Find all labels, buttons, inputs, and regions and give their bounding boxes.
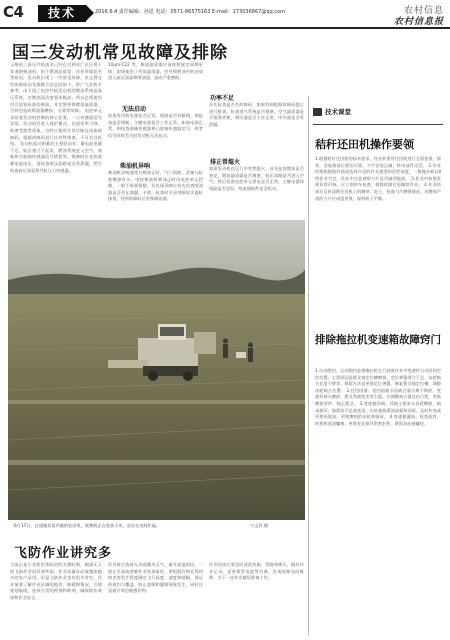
sidebar-body-1: 1.根据秸秆还田机的技术要求，作业前要对还田机进行全面检查、保养，各连接部位紧固可靠，刀片安装正确，转动部件灵活。 2.作业时要根据秸秆情况选择合适的作业速度和留茬高度，一般拖拉机以Ⅱ档作业为宜，作业中注意观察刀片是否碰到地面。 3.作业中如果发现异常声响，应立即停车检查，排除故障后再继续作业。 4.作业结束后及时清理还田机上的缠草、泥土，检查刀片磨损情况，对磨损严重的刀片应成组更换，保持转子平衡。 bbox=[315, 156, 441, 201]
subhead-no-start: 无法启动 bbox=[122, 106, 147, 113]
photo-caption: 6月17日，在建湖县某乡镇的农田里，收割机正在收获小麦，农民在田间忙碌。 bbox=[14, 523, 161, 528]
photo-credit: 宁文武 摄 bbox=[250, 523, 269, 528]
subhead-noise: 柴油机异响 bbox=[120, 163, 151, 170]
sidebar-body-2: 1.自动脱挡。自动脱挡是指拖拉机在行驶或作业中变速杆自动回到空挡位置。主要原因是拨叉轴定位槽磨损、定位弹簧弹力不足、齿轮啮合长度不够等。排除方法是更换定位弹簧、修复拨叉轴定位槽，调整齿轮啮合位置。 2.挂挡困难。挂挡困难多因离合器分离不彻底、变速杆球头磨损、拨叉弯曲变形等引起。应调整离合器自由行程，更换磨损零件，校正拨叉。 3.变速箱异响。异响主要来自齿轮磨损、轴承损坏、润滑油不足或变质。应检查润滑油油量和油质，及时补充或更换齿轮油，更换磨损的齿轮和轴承。 4.变速箱漏油。检查油封、纸垫和放油螺塞，更换老化损坏的密封件，紧固各连接螺栓。 bbox=[315, 368, 441, 426]
main-article-col2c: 柴油机异响通常与喷油正时、气门间隙、活塞与缸套磨损有关。电控柴油机喷油正时由电控单元控制，一般不需要调整，若出现异响应首先检查喷油器是否存在滴漏、卡滞。检查时可采用断缸法逐缸排查，找到故障缸后更换喷油器。 bbox=[108, 170, 203, 202]
bottom-article-title: 飞防作业讲究多 bbox=[14, 546, 113, 561]
sidebar-headline-1: 秸秆还田机操作要领 bbox=[315, 138, 414, 151]
bottom-article-col1: 当前正是小麦病虫害防治的关键时期，植保无人机飞防作业因其效率高、作业质量好而被越来越多的农户采用。但是飞防作业也有很多讲究，作业前要了解作业区域的地形、障碍物情况，合理规划航线，选择合适的药剂和助剂，确保防治效果和作业安全。 bbox=[10, 562, 102, 600]
bottom-article-col2: 作业时应选择无风或微风天气，避开高温时段，一般在早晨或傍晚作业效果最好。要根据作物长势和病虫害发生程度确定飞行高度、速度和喷幅，保证药液均匀覆盖，防止重喷和漏喷现象发生，同时注意避开周边敏感作物。 bbox=[108, 562, 203, 594]
subhead-low-power: 功率不足 bbox=[210, 95, 235, 102]
brand-logo: 农村信息报 bbox=[393, 17, 444, 27]
sidebar-column bbox=[313, 96, 443, 640]
sidebar-rule bbox=[313, 124, 443, 125]
tech-class-label: 技术课堂 bbox=[325, 108, 351, 116]
main-article-col1: 玉柴国三高压共轨技术已经在近两年广泛应用于非道路柴油机，由于燃油品质差、作业环境恶劣等原因，发动机出现了一些常见故障，本文将这些故障原因及排除方法总结如下，供广大农机手参考。由于国三电控共轨发动机的燃油系统是高压系统，对燃油清洁度要求极高，所以必须使用符合国家标准的柴油，并定期更换燃油滤清器，否则会造成喷油器磨损、卡滞等故障。 电控单元承担着发动机控制的核心任务，一旦传感器信号异常，发动机会进入保护模式，出现功率下降、转速受限等现象，这时应使用专用诊断仪读取故障码，根据故障码进行针对性排查，不可盲目拆检。 发动机起动困难的主要原因有：蓄电池电量不足、轨压建立不起来、燃油系统进入空气、曲轴和凸轮轴传感器信号错误等。维修时应先检查蓄电池电压，再检查低压油路是否有泄漏，然后检查高压油泵和共轨压力传感器。 bbox=[10, 62, 102, 173]
main-article-title: 国三发动机常见故障及排除 bbox=[12, 43, 228, 63]
main-article-col2b: 检查发动机电源是否正常，线路是否有断路，保险丝是否熔断，主继电器是否工作正常。如果电源正常，则检查曲轴传感器和凸轮轴传感器信号，两者信号同时丢失时发动机无法起动。 bbox=[108, 113, 203, 138]
bottom-article-col3: 作业结束后要及时清洗药箱、管路和喷头，做好作业记录，妥善保管电池等设备，发现故障及时维修，为下一次作业做好准备工作。 bbox=[209, 562, 304, 581]
main-article-col3a: 首先检查是否有故障码，如果有则根据故障码提示进行排查。检查进气系统是否堵塞，空气滤清器是否需要更换，增压器是否工作正常，中冷器是否有泄漏。 bbox=[209, 102, 304, 127]
book-icon bbox=[313, 108, 322, 116]
section-label: 技术 bbox=[38, 5, 86, 22]
page-number: C4 bbox=[3, 3, 24, 21]
brand-top: 农村信息 bbox=[403, 6, 444, 16]
main-article-col2: 10μm-C22 等，柴油滤清器应该按照规定周期更换，如果使用了劣质滤清器，会导致燃油中的杂质进入高压油泵和喷油器，造成严重磨损。 bbox=[108, 62, 203, 81]
sidebar-headline-2: 排除拖拉机变速箱故障窍门 bbox=[315, 334, 441, 346]
page-header bbox=[0, 0, 450, 26]
subhead-stall: 排正常熄火 bbox=[210, 159, 241, 166]
harvest-photo bbox=[8, 220, 305, 520]
tech-class-tag bbox=[313, 106, 351, 118]
header-meta: 2016.6.4 责任编辑：孙思 电话：0571-86575163 E-mail：273036867@qq.com bbox=[95, 9, 285, 15]
header-rule bbox=[0, 27, 450, 29]
column-divider bbox=[308, 96, 309, 636]
main-article-col3b: 如果发动机在运行中突然熄火，首先检查燃油是否充足，燃油滤清器是否堵塞，低压油路是否进入空气。然后检查电控单元供电是否正常，主继电器和保险是否完好，线束插接件是否松动。 bbox=[209, 166, 304, 191]
